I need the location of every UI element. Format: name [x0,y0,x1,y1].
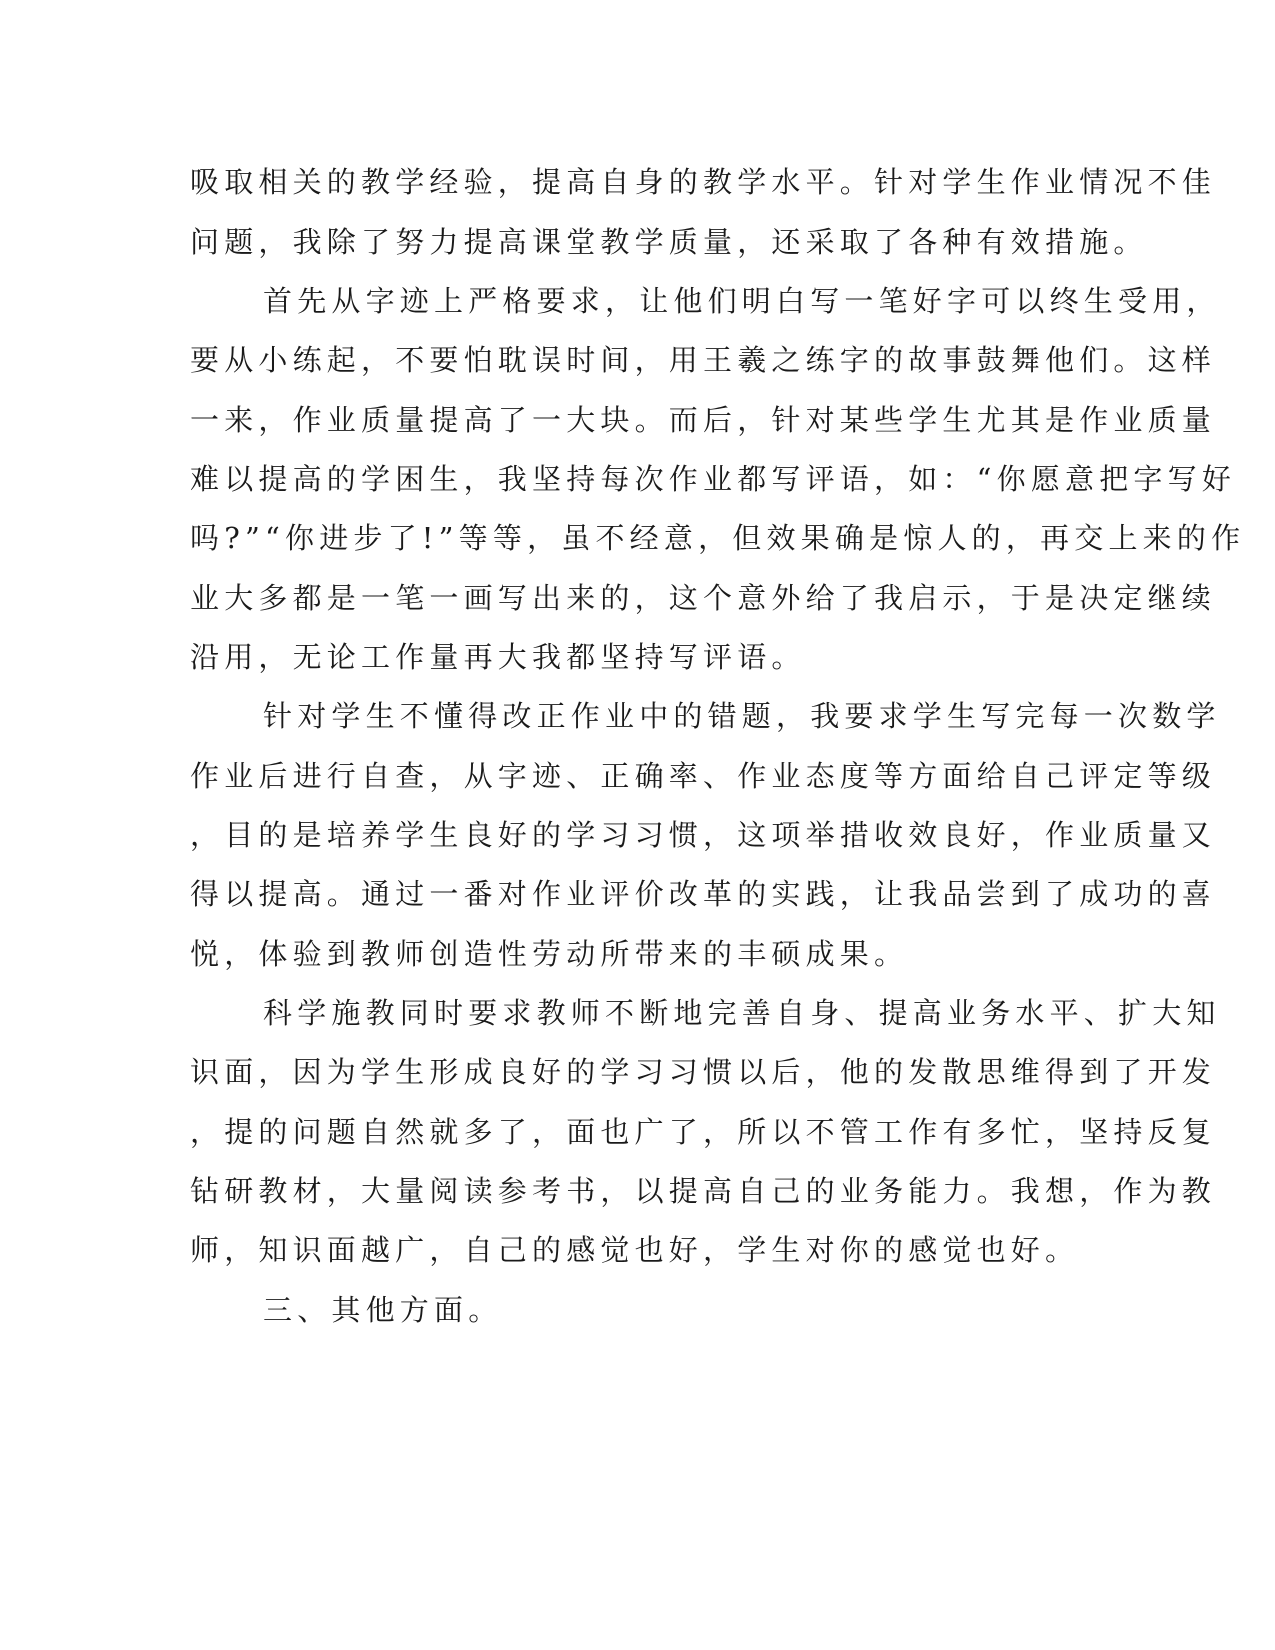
paragraph-1-line-2: 要从小练起，不要怕耽误时间，用王羲之练字的故事鼓舞他们。这样 [190,343,1217,377]
paragraph-2-line-5: 悦，体验到教师创造性劳动所带来的丰硕成果。 [190,937,909,971]
paragraph-2-line-4: 得以提高。通过一番对作业评价改革的实践，让我品尝到了成功的喜 [190,877,1217,911]
paragraph-3-line-3: ，提的问题自然就多了，面也广了，所以不管工作有多忙，坚持反复 [190,1115,1217,1149]
text-line-1: 吸取相关的教学经验，提高自身的教学水平。针对学生作业情况不佳 [190,165,1217,199]
paragraph-1-line-1: 首先从字迹上严格要求，让他们明白写一笔好字可以终生受用， [263,284,1221,318]
paragraph-3-line-5: 师，知识面越广，自己的感觉也好，学生对你的感觉也好。 [190,1233,1080,1267]
paragraph-1-line-5: 吗?”“你进步了!”等等，虽不经意，但效果确是惊人的，再交上来的作 [190,521,1246,555]
paragraph-3-line-2: 识面，因为学生形成良好的学习习惯以后，他的发散思维得到了开发 [190,1055,1217,1089]
paragraph-1-line-7: 沿用，无论工作量再大我都坚持写评语。 [190,640,806,674]
paragraph-2-line-1: 针对学生不懂得改正作业中的错题，我要求学生写完每一次数学 [263,699,1221,733]
section-heading: 三、其他方面。 [263,1293,503,1327]
paragraph-1-line-4: 难以提高的学困生，我坚持每次作业都写评语，如：“你愿意把字写好 [190,462,1237,496]
paragraph-3-line-4: 钻研教材，大量阅读参考书，以提高自己的业务能力。我想，作为教 [190,1174,1217,1208]
paragraph-2-line-2: 作业后进行自查，从字迹、正确率、作业态度等方面给自己评定等级 [190,759,1217,793]
paragraph-3-line-1: 科学施教同时要求教师不断地完善自身、提高业务水平、扩大知 [263,996,1221,1030]
text-line-2: 问题，我除了努力提高课堂教学质量，还采取了各种有效措施。 [190,225,1148,259]
paragraph-1-line-3: 一来，作业质量提高了一大块。而后，针对某些学生尤其是作业质量 [190,403,1217,437]
paragraph-1-line-6: 业大多都是一笔一画写出来的，这个意外给了我启示，于是决定继续 [190,581,1217,615]
paragraph-2-line-3: ，目的是培养学生良好的学习习惯，这项举措收效良好，作业质量又 [190,818,1217,852]
